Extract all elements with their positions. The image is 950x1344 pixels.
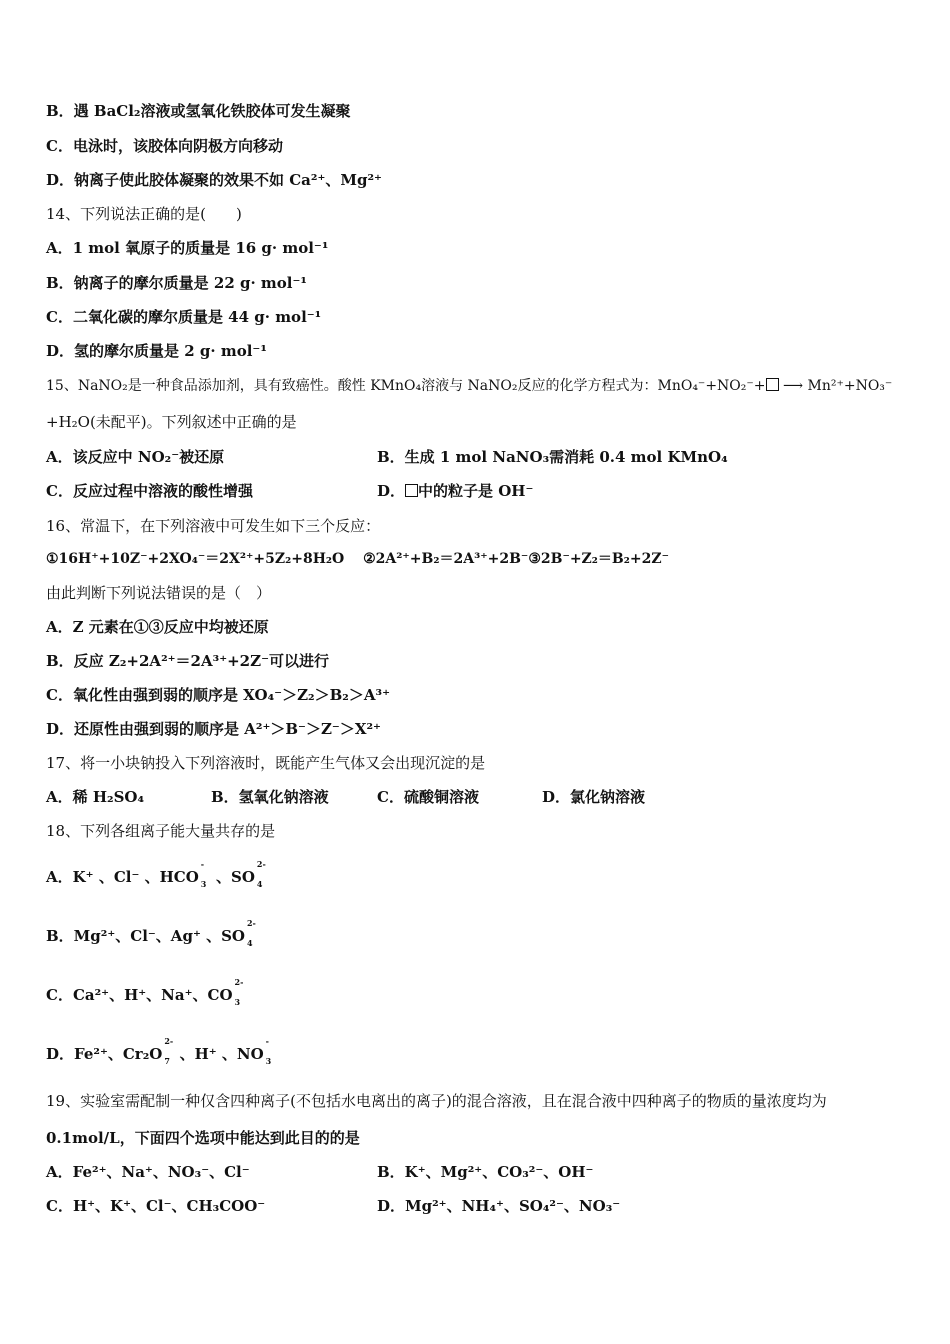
ion-charge-stack: 2- 3 (234, 977, 244, 1007)
q18-option-d-mid: 、H⁺ 、NO (174, 1045, 264, 1063)
ion-charge-stack: - 3 (200, 859, 207, 889)
q19-option-d: D．Mg²⁺、NH₄⁺、SO₄²⁻、NO₃⁻ (377, 1197, 621, 1215)
ion-charge-stack: - 3 (265, 1036, 272, 1066)
q16-stem: 16、常温下，在下列溶液中可发生如下三个反应： (46, 517, 381, 535)
q14-option-a: A．1 mol 氧原子的质量是 16 g· mol⁻¹ (46, 239, 329, 257)
q16-option-d: D．还原性由强到弱的顺序是 A²⁺＞B⁻＞Z⁻＞X²⁺ (46, 720, 381, 738)
q15-option-a: A．该反应中 NO₂⁻被还原 (46, 448, 225, 466)
blank-box-icon (766, 378, 779, 391)
q17-option-c: C．硫酸铜溶液 (377, 788, 479, 806)
q18-option-b-text: B．Mg²⁺、Cl⁻、Ag⁺ 、SO (46, 927, 245, 945)
q15-stem-line2: +H₂O(未配平)。下列叙述中正确的是 (46, 413, 297, 431)
q14-option-b: B．钠离子的摩尔质量是 22 g· mol⁻¹ (46, 274, 307, 292)
q19-option-a: A．Fe²⁺、Na⁺、NO₃⁻、Cl⁻ (46, 1163, 250, 1181)
q15-stem-line1 (46, 376, 892, 396)
q19-option-c: C．H⁺、K⁺、Cl⁻、CH₃COO⁻ (46, 1197, 266, 1215)
q18-option-d-text: D．Fe²⁺、Cr₂O (46, 1045, 163, 1063)
q16-option-c: C．氧化性由强到弱的顺序是 XO₄⁻＞Z₂＞B₂＞A³⁺ (46, 686, 390, 704)
q15-option-d-text: 中的粒子是 OH⁻ (418, 482, 534, 500)
q16-option-a: A．Z 元素在①③反应中均被还原 (46, 618, 269, 636)
q18-option-a-text: A．K⁺ 、Cl⁻ 、HCO (46, 868, 199, 886)
q17-stem: 17、将一小块钠投入下列溶液时，既能产生气体又会出现沉淀的是 (46, 754, 486, 772)
q14-option-c: C．二氧化碳的摩尔质量是 44 g· mol⁻¹ (46, 308, 322, 326)
q16-prompt: 由此判断下列说法错误的是（ ） (46, 584, 272, 602)
q18-option-c-text: C．Ca²⁺、H⁺、Na⁺、CO (46, 986, 233, 1004)
q15-option-b: B．生成 1 mol NaNO₃需消耗 0.4 mol KMnO₄ (377, 448, 728, 466)
q17-option-d: D．氯化钠溶液 (542, 788, 646, 806)
q15-option-d (377, 481, 533, 501)
q18-option-d (46, 1036, 276, 1066)
q18-option-b (46, 918, 257, 948)
q13-option-b: B．遇 BaCl₂溶液或氢氧化铁胶体可发生凝聚 (46, 102, 351, 120)
q18-stem: 18、下列各组离子能大量共存的是 (46, 822, 276, 840)
ion-charge-stack: 2- 4 (256, 859, 266, 889)
q14-stem: 14、下列说法正确的是( ) (46, 205, 242, 223)
q18-option-c (46, 977, 245, 1007)
ion-charge-stack: 2- 4 (246, 918, 256, 948)
ion-charge-stack: 2- 7 (164, 1036, 174, 1066)
q18-option-a (46, 859, 267, 889)
q15-option-d-prefix: D． (377, 482, 406, 500)
arrow-icon: ⟶ (778, 378, 804, 394)
q15-stem-products: Mn²⁺+NO₃⁻ (803, 378, 893, 394)
q13-option-d: D．钠离子使此胶体凝聚的效果不如 Ca²⁺、Mg²⁺ (46, 171, 382, 189)
blank-box-icon (405, 484, 418, 497)
q19-stem-line2: 0.1mol/L，下面四个选项中能达到此目的的是 (46, 1129, 360, 1147)
q19-stem-line1: 19、实验室需配制一种仅含四种离子(不包括水电离出的离子)的混合溶液，且在混合液中四种离子的物质的量浓度均为 (46, 1092, 827, 1110)
q17-option-b: B．氢氧化钠溶液 (211, 788, 329, 806)
q13-option-c: C．电泳时，该胶体向阴极方向移动 (46, 137, 283, 155)
q16-equations: ①16H⁺+10Z⁻+2XO₄⁻＝2X²⁺+5Z₂+8H₂O ②2A²⁺+B₂＝2A³⁺+2B⁻③2B⁻+Z₂＝B₂+2Z⁻ (46, 551, 669, 567)
q15-option-c: C．反应过程中溶液的酸性增强 (46, 482, 253, 500)
q16-option-b: B．反应 Z₂+2A²⁺＝2A³⁺+2Z⁻可以进行 (46, 652, 329, 670)
q15-stem-text: 15、NaNO₂是一种食品添加剂，具有致癌性。酸性 KMnO₄溶液与 NaNO₂反应的化学方程式为：MnO₄⁻+NO₂⁻+ (46, 378, 766, 394)
q18-option-a-mid: 、SO (210, 868, 255, 886)
q19-option-b: B．K⁺、Mg²⁺、CO₃²⁻、OH⁻ (377, 1163, 594, 1181)
q17-option-a: A．稀 H₂SO₄ (46, 788, 145, 806)
q14-option-d: D．氢的摩尔质量是 2 g· mol⁻¹ (46, 342, 267, 360)
